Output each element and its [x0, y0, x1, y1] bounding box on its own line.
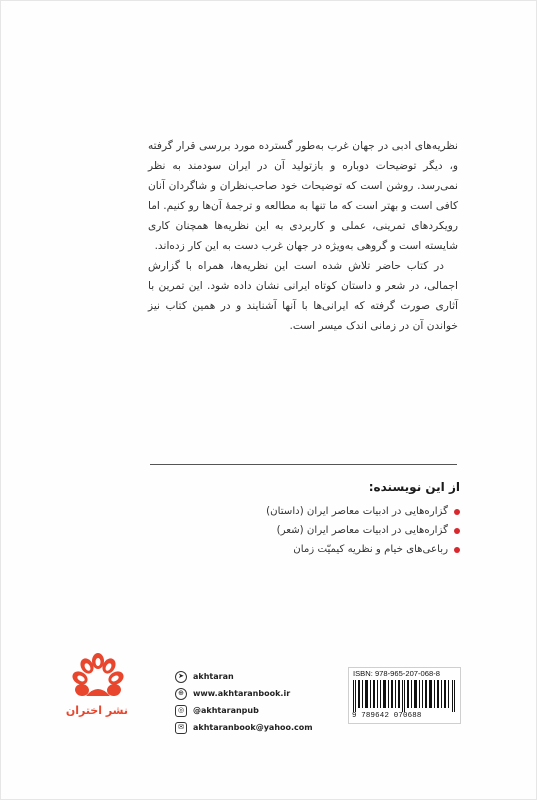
- bullet-icon: [454, 547, 460, 553]
- telegram-icon: ➤: [175, 671, 187, 683]
- publisher-logo: [65, 652, 128, 717]
- website-url: www.akhtaranbook.ir: [193, 689, 291, 698]
- isbn-label: ISBN: 978-965-207-068-8: [353, 669, 440, 678]
- telegram-handle: akhtaran: [193, 672, 234, 681]
- contact-email: [175, 719, 315, 736]
- list-item: [240, 521, 460, 540]
- bullet-icon: [454, 509, 460, 515]
- barcode-digits: 9 789642 070688: [352, 712, 422, 720]
- list-item: [240, 502, 460, 521]
- blurb-paragraph-1: نظریه‌های ادبی در جهان غرب به‌طور گسترده مورد بررسی قرار گرفته و، دیگر توضیحات دوباره و بازتولید آن در ایران سودمند به نظر نمی‌رسد. روشن است که توضیحات خود صاحب‌نظران و شاگردان آنان کافی است و بهتر است که ما تنها به مطالعه و ترجمهٔ آن‌ها رو کنیم. اما رویکردهای تمرینی، عملی و کاربردی به این نظریه‌ها همچنان کاری شایسته است و گروهی به‌ویژه در جهان غرب دست به این کار زده‌اند.: [148, 140, 458, 252]
- author-works-list: [240, 502, 460, 559]
- isbn-barcode: [348, 667, 461, 724]
- instagram-handle: @akhtaranpub: [193, 706, 259, 715]
- mail-icon: ✉: [175, 722, 187, 734]
- contact-website: [175, 685, 315, 702]
- publisher-name: نشر اختران: [65, 704, 128, 717]
- publisher-emblem-icon: [72, 652, 124, 702]
- contact-instagram: [175, 702, 315, 719]
- work-title: رباعی‌های خیام و نظریه کیمیّت زمان: [293, 544, 448, 555]
- section-divider: [150, 464, 457, 465]
- barcode-icon: [353, 680, 456, 712]
- publisher-contacts: [175, 668, 315, 736]
- blurb-paragraph-2: در کتاب حاضر تلاش شده است این نظریه‌ها، همراه با گزارش اجمالی، در شعر و داستان کوتاه ایرانی نشان داده شود. این تمرین با آثاری صورت گرفته که ایرانی‌ها با آنها آشنایند و در همین کتاب نیز خواندن آن در زمانی اندک میسر است.: [148, 260, 458, 332]
- bullet-icon: [454, 528, 460, 534]
- author-works-section: [240, 480, 460, 559]
- work-title: گزاره‌هایی در ادبیات معاصر ایران (شعر): [276, 525, 448, 536]
- author-works-heading: از این نویسنده:: [368, 480, 460, 494]
- list-item: [240, 540, 460, 559]
- contact-telegram: [175, 668, 315, 685]
- email-address: akhtaranbook@yahoo.com: [193, 723, 313, 732]
- back-cover-blurb: [148, 136, 458, 336]
- work-title: گزاره‌هایی در ادبیات معاصر ایران (داستان): [266, 506, 448, 517]
- globe-icon: ⊕: [175, 688, 187, 700]
- instagram-icon: ◎: [175, 705, 187, 717]
